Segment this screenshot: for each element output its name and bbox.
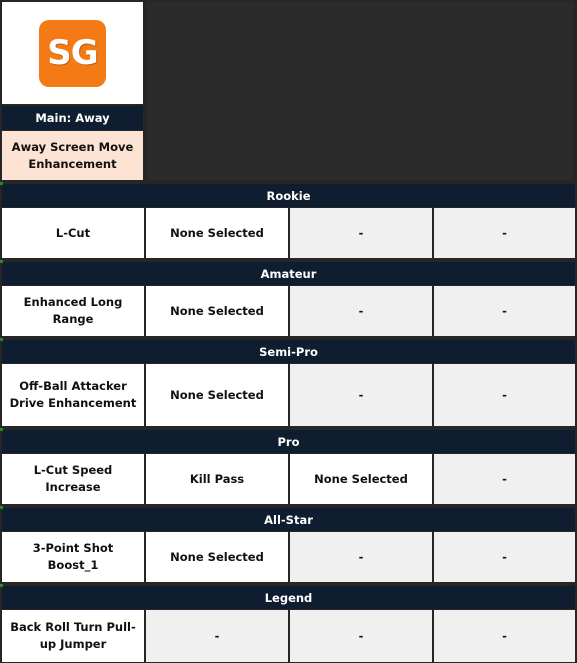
cell-marker [0, 428, 3, 431]
badge-name-cell: Back Roll Turn Pull-up Jumper [2, 610, 144, 662]
sg-logo-icon [39, 20, 106, 87]
empty-panel [147, 2, 573, 180]
cell-marker [0, 260, 3, 263]
badge-slot-cell: None Selected [290, 454, 432, 504]
tier-header: All-Star [2, 508, 575, 531]
cell-marker [0, 584, 3, 587]
badge-slot-cell: None Selected [146, 364, 288, 426]
badge-slot-cell: - [434, 364, 575, 426]
badge-slot-cell: - [434, 532, 575, 582]
badge-slot-cell: - [290, 286, 432, 336]
badge-name-cell: 3-Point Shot Boost_1 [2, 532, 144, 582]
badge-slot-cell: None Selected [146, 208, 288, 258]
badge-slot-cell: - [290, 364, 432, 426]
tier-header: Legend [2, 586, 575, 609]
badge-slot-cell: - [434, 286, 575, 336]
badge-slot-cell: - [290, 532, 432, 582]
badge-slot-cell: Kill Pass [146, 454, 288, 504]
cell-marker [0, 338, 3, 341]
badge-slot-cell: - [434, 208, 575, 258]
badge-slot-cell: - [434, 454, 575, 504]
logo-box [2, 2, 143, 104]
cell-marker [0, 506, 3, 509]
logo-text: SG [47, 33, 98, 73]
main-value: Away Screen Move Enhancement [2, 131, 143, 180]
badge-name-cell: Off-Ball Attacker Drive Enhancement [2, 364, 144, 426]
cell-marker [0, 182, 3, 185]
tier-header: Rookie [2, 184, 575, 207]
badge-slot-cell: None Selected [146, 532, 288, 582]
badge-name-cell: L-Cut Speed Increase [2, 454, 144, 504]
badge-name-cell: L-Cut [2, 208, 144, 258]
badge-slot-cell: - [434, 610, 575, 662]
badge-name-cell: Enhanced Long Range [2, 286, 144, 336]
tier-header: Amateur [2, 262, 575, 285]
badge-slot-cell: - [146, 610, 288, 662]
badge-slot-cell: - [290, 208, 432, 258]
badge-slot-cell: - [290, 610, 432, 662]
tier-header: Semi-Pro [2, 340, 575, 363]
main-label: Main: Away [2, 106, 143, 130]
tier-header: Pro [2, 430, 575, 453]
badge-slot-cell: None Selected [146, 286, 288, 336]
